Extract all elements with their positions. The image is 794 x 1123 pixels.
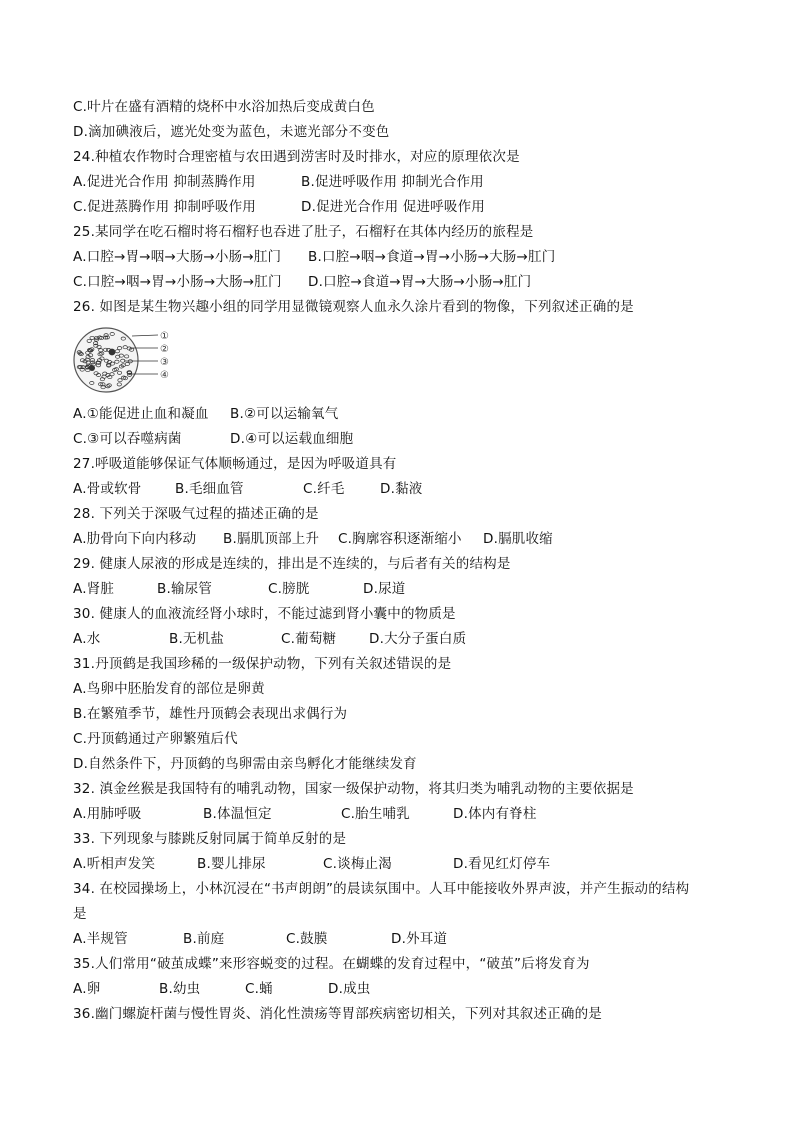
option-24c: C.促进蒸腾作用 抑制呼吸作用 xyxy=(73,199,257,215)
option-34c: C.鼓膜 xyxy=(286,931,328,947)
option-26b: B.②可以运输氧气 xyxy=(230,406,339,422)
option-27b: B.毛细血管 xyxy=(175,481,244,497)
option-35c: C.蛹 xyxy=(245,981,273,997)
blood-smear-diagram xyxy=(72,326,182,394)
option-25a: A.口腔→胃→咽→大肠→小肠→肛门 xyxy=(73,249,282,265)
option-30a: A.水 xyxy=(73,631,101,647)
option-34d: D.外耳道 xyxy=(391,931,448,947)
option-34b: B.前庭 xyxy=(183,931,225,947)
label-3: ③ xyxy=(160,357,169,368)
option-26c: C.③可以吞噬病菌 xyxy=(73,431,182,447)
option-25c: C.口腔→咽→胃→小肠→大肠→肛门 xyxy=(73,274,282,290)
option-29b: B.输尿管 xyxy=(157,581,213,597)
option-23c: C.叶片在盛有酒精的烧杯中水浴加热后变成黄白色 xyxy=(73,99,375,115)
option-24a: A.促进光合作用 抑制蒸腾作用 xyxy=(73,174,256,190)
white-blood-cell xyxy=(89,365,95,371)
label-1: ① xyxy=(160,331,169,342)
option-33b: B.婴儿排尿 xyxy=(197,856,266,872)
option-23d: D.滴加碘液后，遮光处变为蓝色，未遮光部分不变色 xyxy=(73,124,390,140)
question-28: 28. 下列关于深吸气过程的描述正确的是 xyxy=(73,506,319,522)
option-35b: B.幼虫 xyxy=(159,981,201,997)
question-32: 32. 滇金丝猴是我国特有的哺乳动物，国家一级保护动物，将其归类为哺乳动物的主要依据是 xyxy=(73,781,634,797)
option-25d: D.口腔→食道→胃→大肠→小肠→肛门 xyxy=(308,274,532,290)
option-31b: B.在繁殖季节，雄性丹顶鹤会表现出求偶行为 xyxy=(73,706,348,722)
option-32b: B.体温恒定 xyxy=(203,806,272,822)
option-25b: B.口腔→咽→食道→胃→小肠→大肠→肛门 xyxy=(308,249,556,265)
option-31a: A.鸟卵中胚胎发育的部位是卵黄 xyxy=(73,681,265,697)
question-36: 36.幽门螺旋杆菌与慢性胃炎、消化性溃疡等胃部疾病密切相关，下列对其叙述正确的是 xyxy=(73,1006,602,1022)
option-32d: D.体内有脊柱 xyxy=(453,806,537,822)
question-25: 25.某同学在吃石榴时将石榴籽也吞进了肚子，石榴籽在其体内经历的旅程是 xyxy=(73,224,534,240)
option-26d: D.④可以运载血细胞 xyxy=(230,431,354,447)
option-30b: B.无机盐 xyxy=(169,631,225,647)
label-4: ④ xyxy=(160,370,169,381)
option-30d: D.大分子蛋白质 xyxy=(369,631,467,647)
question-33: 33. 下列现象与膝跳反射同属于简单反射的是 xyxy=(73,831,347,847)
option-31c: C.丹顶鹤通过产卵繁殖后代 xyxy=(73,731,238,747)
option-27c: C.纤毛 xyxy=(303,481,345,497)
option-35d: D.成虫 xyxy=(328,981,371,997)
option-27d: D.黏液 xyxy=(380,481,423,497)
question-30: 30. 健康人的血液流经肾小球时，不能过滤到肾小囊中的物质是 xyxy=(73,606,456,622)
option-30c: C.葡萄糖 xyxy=(281,631,337,647)
question-27: 27.呼吸道能够保证气体顺畅通过，是因为呼吸道具有 xyxy=(73,456,397,472)
option-28b: B.膈肌顶部上升 xyxy=(223,531,320,547)
option-29d: D.尿道 xyxy=(363,581,406,597)
option-24d: D.促进光合作用 促进呼吸作用 xyxy=(301,199,485,215)
label-leader-line xyxy=(132,335,158,336)
question-31: 31.丹顶鹤是我国珍稀的一级保护动物，下列有关叙述错误的是 xyxy=(73,656,452,672)
option-35a: A.卵 xyxy=(73,981,101,997)
option-32c: C.胎生哺乳 xyxy=(341,806,410,822)
option-33d: D.看见红灯停车 xyxy=(453,856,551,872)
question-26: 26. 如图是某生物兴趣小组的同学用显微镜观察人血永久涂片看到的物像，下列叙述正确的是 xyxy=(73,299,634,315)
option-28c: C.胸廓容积逐渐缩小 xyxy=(338,531,462,547)
question-34: 34. 在校园操场上，小林沉浸在“书声朗朗”的晨读氛围中。人耳中能接收外界声波，并产生振动的结构 xyxy=(73,881,690,897)
option-27a: A.骨或软骨 xyxy=(73,481,142,497)
option-33a: A.听相声发笑 xyxy=(73,856,156,872)
question-29: 29. 健康人尿液的形成是连续的，排出是不连续的，与后者有关的结构是 xyxy=(73,556,511,572)
option-33c: C.谈梅止渴 xyxy=(323,856,392,872)
option-34a: A.半规管 xyxy=(73,931,128,947)
label-2: ② xyxy=(160,344,169,355)
question-24: 24.种植农作物时合理密植与农田遇到涝害时及时排水，对应的原理依次是 xyxy=(73,149,520,165)
option-28a: A.肋骨向下向内移动 xyxy=(73,531,197,547)
option-28d: D.膈肌收缩 xyxy=(483,531,553,547)
question-34-cont: 是 xyxy=(73,906,87,922)
white-blood-cell xyxy=(109,349,116,356)
option-24b: B.促进呼吸作用 抑制光合作用 xyxy=(301,174,484,190)
option-32a: A.用肺呼吸 xyxy=(73,806,142,822)
option-31d: D.自然条件下，丹顶鹤的鸟卵需由亲鸟孵化才能继续发育 xyxy=(73,756,417,772)
question-35: 35.人们常用“破茧成蝶”来形容蜕变的过程。在蝴蝶的发育过程中，“破茧”后将发育为 xyxy=(73,956,590,972)
option-29a: A.肾脏 xyxy=(73,581,115,597)
option-29c: C.膀胱 xyxy=(268,581,310,597)
option-26a: A.①能促进止血和凝血 xyxy=(73,406,209,422)
